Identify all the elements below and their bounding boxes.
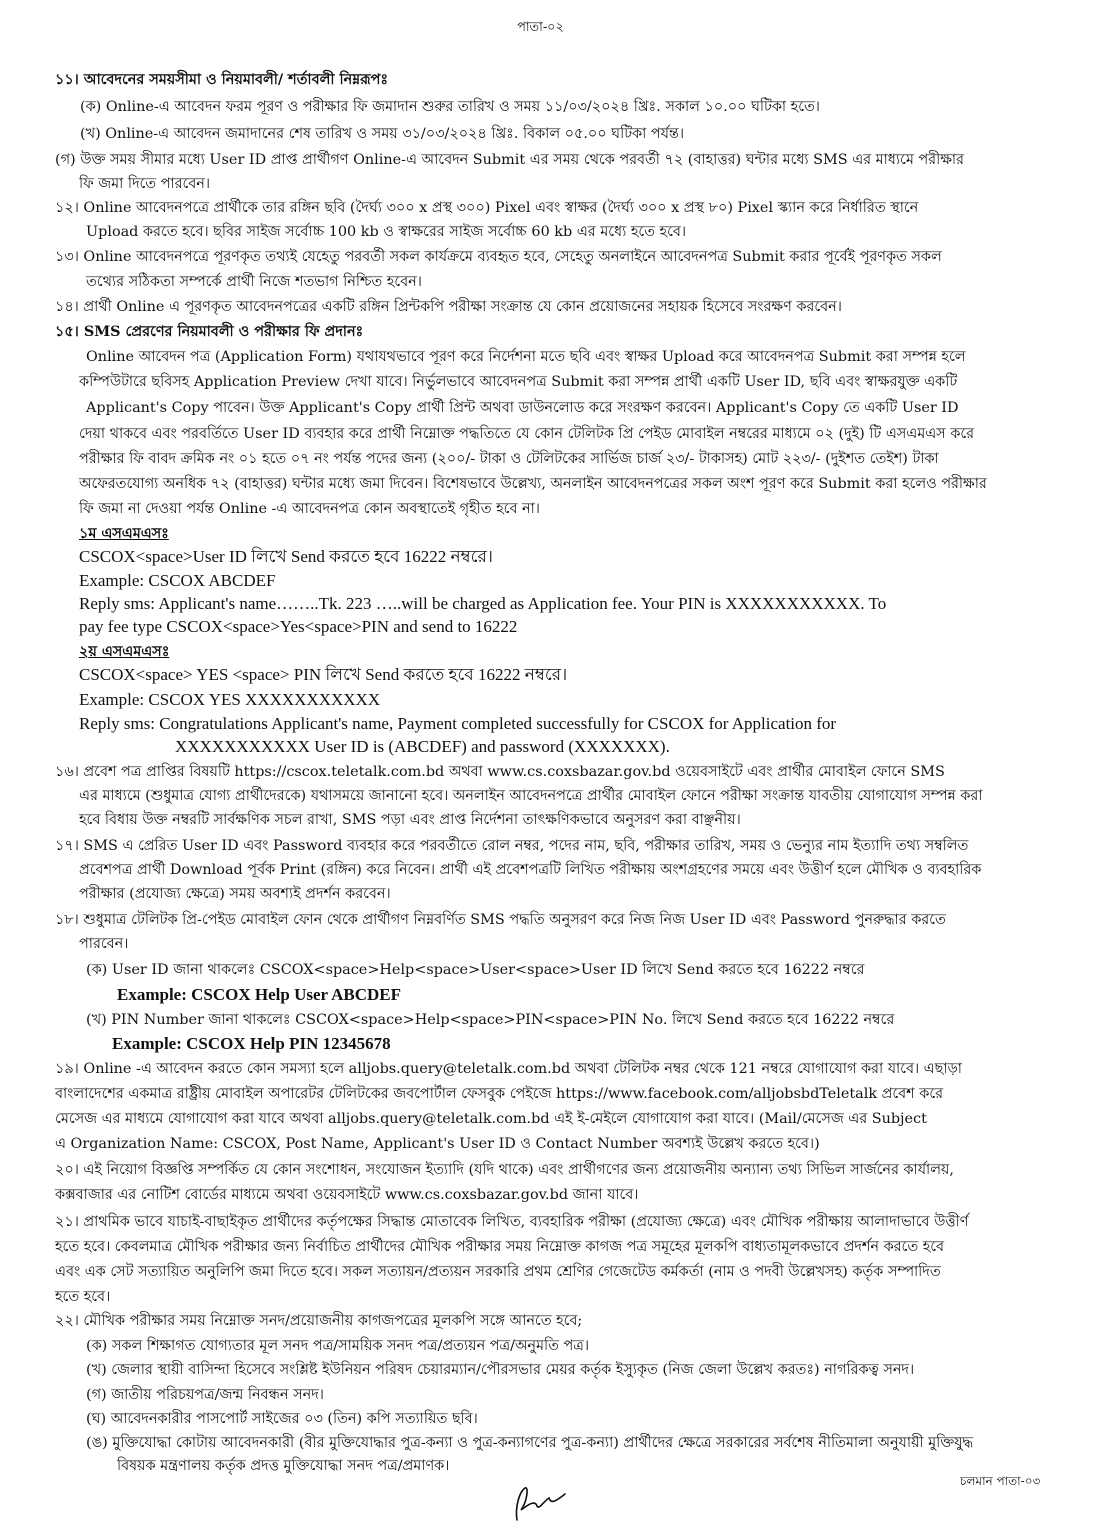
section-17: ১৭। SMS এ প্রেরিত User ID এবং Password ব্যবহার করে পরবর্তীতে রোল নম্বর, পদের নাম, ছবি, পরীক্ষার তারিখ, সময় ও ভেন্যুর নাম ইত্যাদি তথ্য সম্বলিত: [55, 838, 969, 854]
section-20-cont: কক্সবাজার এর নোটিশ বোর্ডের মাধ্যমে অথবা ওয়েবসাইটে www.cs.coxsbazar.gov.bd জানা যাবে।: [55, 1187, 639, 1203]
section-13-cont: তথ্যের সঠিকতা সম্পর্কে প্রার্থী নিজে শতভাগ নিশ্চিত হবেন।: [86, 274, 422, 290]
section-11-item-kha: (খ) Online-এ আবেদন জমাদানের শেষ তারিখ ও সময় ৩১/০৩/২০২৪ খ্রিঃ. বিকাল ০৫.০০ ঘটিকা পর্যন্ত।: [80, 126, 684, 142]
section-11-item-ga-cont: ফি জমা দিতে পারবেন।: [79, 176, 211, 192]
second-sms-format: CSCOX<space> YES <space> PIN লিখে Send করতে হবে 16222 নম্বরে।: [79, 665, 568, 684]
section-11-heading: ১১। আবেদনের সময়সীমা ও নিয়মাবলী/ শর্তাবলী নিম্নরূপঃ: [55, 71, 389, 88]
section-15-heading: ১৫। SMS প্রেরণের নিয়মাবলী ও পরীক্ষার ফি প্রদানঃ: [55, 323, 364, 340]
section-22-item-umo-cont: বিষয়ক মন্ত্রণালয় কর্তৃক প্রদত্ত মুক্তিযোদ্ধা সনদ পত্র/প্রমাণক।: [117, 1458, 450, 1474]
section-21-cont: হতে হবে। কেবলমাত্র মৌখিক পরীক্ষার জন্য নির্বাচিত প্রার্থীদের মৌখিক পরীক্ষার সময় নিম্নোক্ত কাগজ পত্র সমূহের মূলকপি বাধ্যতামূলকভাবে প্রদর্শন করতে হবে: [55, 1239, 945, 1255]
section-11-item-ga: (গ) উক্ত সময় সীমার মধ্যে User ID প্রাপ্ত প্রার্থীগণ Online-এ আবেদন Submit এর সময় থেকে পরবর্তী ৭২ (বাহাত্তর) ঘন্টার মধ্যে SMS এর মাধ্যমে পরীক্ষার: [55, 152, 964, 168]
section-19-cont: মেসেজ এর মাধ্যমে যোগাযোগ করা যাবে অথবা alljobs.query@teletalk.com.bd এই ই-মেইলে যোগাযোগ করা যাবে। (Mail/মেসেজ এর Subject: [55, 1111, 927, 1127]
section-18-example-ka: Example: CSCOX Help User ABCDEF: [117, 985, 401, 1004]
section-18-example-kha: Example: CSCOX Help PIN 12345678: [112, 1034, 391, 1053]
section-12-cont: Upload করতে হবে। ছবির সাইজ সর্বোচ্চ 100 kb ও স্বাক্ষরের সাইজ সর্বোচ্চ 60 kb এর মধ্যে হতে হবে।: [86, 224, 687, 240]
first-sms-reply: Reply sms: Applicant's name……..Tk. 223 …..will be charged as Application fee. Your PIN is XXXXXXXXXXX. To: [79, 594, 887, 613]
continued-page-footer: চলমান পাতা-০৩: [960, 1474, 1041, 1488]
section-13: ১৩। Online আবেদনপত্রে পূরণকৃত তথ্যই যেহেতু পরবর্তী সকল কার্যক্রমে ব্যবহৃত হবে, সেহেতু অনলাইনে আবেদনপত্র Submit করার পূর্বেই পূরণকৃত সকল: [55, 249, 942, 265]
section-15-para-line: অফেরতযোগ্য অনধিক ৭২ (বাহাত্তর) ঘন্টার মধ্যে জমা দিবেন। বিশেষভাবে উল্লেখ্য, অনলাইন আবেদনপত্রের সকল অংশ পূরণ করে Submit করা হলেও পরীক্ষার: [79, 476, 987, 492]
page-number-header: পাতা-০২: [517, 20, 564, 35]
section-19: ১৯। Online -এ আবেদন করতে কোন সমস্যা হলে alljobs.query@teletalk.com.bd অথবা টেলিটক নম্বর থেকে 121 নম্বরে যোগাযোগ করা যাবে। এছাড়া: [55, 1061, 962, 1077]
section-15-para-line: দেয়া থাকবে এবং পরবর্তিতে User ID ব্যবহার করে প্রার্থী নিম্নোক্ত পদ্ধতিতে যে কোন টেলিটক প্রি পেইড মোবাইল নম্বরের মাধ্যমে ০২ (দুই) টি এসএমএস করে: [79, 426, 975, 442]
section-22-item-gha: (ঘ) আবেদনকারীর পাসপোর্ট সাইজের ০৩ (তিন) কপি সত্যায়িত ছবি।: [86, 1411, 478, 1427]
section-22: ২২। মৌখিক পরীক্ষার সময় নিম্নোক্ত সনদ/প্রয়োজনীয় কাগজপত্রের মূলকপি সঙ্গে আনতে হবে;: [55, 1313, 583, 1329]
second-sms-reply: Reply sms: Congratulations Applicant's name, Payment completed successfully for CSCOX for Application for: [79, 714, 837, 733]
section-15-para-line: ফি জমা না দেওয়া পর্যন্ত Online -এ আবেদনপত্র কোন অবস্থাতেই গৃহীত হবে না।: [79, 501, 540, 517]
first-sms-reply-cont: pay fee type CSCOX<space>Yes<space>PIN and send to 16222: [79, 617, 518, 636]
section-18-item-kha: (খ) PIN Number জানা থাকলেঃ CSCOX<space>Help<space>PIN<space>PIN No. লিখে Send করতে হবে 16222 নম্বরে: [86, 1012, 895, 1028]
section-17-cont: পরীক্ষার (প্রযোজ্য ক্ষেত্রে) সময় অবশ্যই প্রদর্শন করবেন।: [79, 886, 391, 902]
section-15-para-line: কম্পিউটারে ছবিসহ Application Preview দেখা যাবে। নির্ভুলভাবে আবেদনপত্র Submit করা সম্পন্ন প্রার্থী একটি User ID, ছবি এবং স্বাক্ষরযুক্ত একটি: [79, 374, 958, 390]
section-16: ১৬। প্রবেশ পত্র প্রাপ্তির বিষয়টি https://cscox.teletalk.com.bd অথবা www.cs.coxsbazar.gov.bd ওয়েবসাইটে এবং প্রার্থীর মোবাইল ফোনে SMS: [55, 764, 945, 780]
section-18-cont: পারবেন।: [79, 936, 129, 952]
section-22-item-ka: (ক) সকল শিক্ষাগত যোগ্যতার মূল সনদ পত্র/সাময়িক সনদ পত্র/প্রত্যয়ন পত্র/অনুমতি পত্র।: [86, 1338, 589, 1354]
section-15-para-line: Applicant's Copy পাবেন। উক্ত Applicant's Copy প্রার্থী প্রিন্ট অথবা ডাউনলোড করে সংরক্ষণ করবেন। Applicant's Copy তে একটি User ID: [86, 400, 959, 416]
section-18-item-ka: (ক) User ID জানা থাকলেঃ CSCOX<space>Help<space>User<space>User ID লিখে Send করতে হবে 16222 নম্বরে: [86, 962, 865, 978]
section-15-para-line: Online আবেদন পত্র (Application Form) যথাযথভাবে পূরণ করে নির্দেশনা মতে ছবি এবং স্বাক্ষর Upload করে আবেদনপত্র Submit করা সম্পন্ন হলে: [86, 349, 966, 365]
section-16-cont: এর মাধ্যমে (শুধুমাত্র যোগ্য প্রার্থীদেরকে) যথাসময়ে জানানো হবে। অনলাইন আবেদনপত্রে প্রার্থীর মোবাইল ফোনে পরীক্ষা সংক্রান্ত যাবতীয় যোগাযোগ সম্পন্ন করা: [79, 788, 983, 804]
section-17-cont: প্রবেশপত্র প্রার্থী Download পূর্বক Print (রঙ্গিন) করে নিবেন। প্রার্থী এই প্রবেশপত্রটি লিখিত পরীক্ষায় অংশগ্রহণের সময়ে এবং উত্তীর্ণ হলে মৌখিক ও ব্যবহারিক: [79, 862, 982, 878]
section-21-cont: হতে হবে।: [55, 1289, 111, 1305]
section-14: ১৪। প্রার্থী Online এ পূরণকৃত আবেদনপত্রের একটি রঙ্গিন প্রিন্টকপি পরীক্ষা সংক্রান্ত যে কোন প্রয়োজনের সহায়ক হিসেবে সংরক্ষণ করবেন।: [55, 299, 842, 315]
section-22-item-ga: (গ) জাতীয় পরিচয়পত্র/জন্ম নিবন্ধন সনদ।: [86, 1387, 324, 1403]
section-11-item-ka: (ক) Online-এ আবেদন ফরম পূরণ ও পরীক্ষার ফি জমাদান শুরুর তারিখ ও সময় ১১/০৩/২০২৪ খ্রিঃ. সকাল ১০.০০ ঘটিকা হতে।: [80, 99, 820, 115]
section-19-cont: বাংলাদেশের একমাত্র রাষ্ট্রীয় মোবাইল অপারেটর টেলিটকের জবপোর্টাল ফেসবুক পেইজে https://www.facebook.com/alljobsbdTeletalk প্রবেশ করে: [55, 1086, 944, 1102]
section-20: ২০। এই নিয়োগ বিজ্ঞপ্তি সম্পর্কিত যে কোন সংশোধন, সংযোজন ইত্যাদি (যদি থাকে) এবং প্রার্থীগণের জন্য প্রয়োজনীয় অন্যান্য তথ্য সিভিল সার্জনের কার্যালয়,: [55, 1162, 954, 1178]
section-18: ১৮। শুধুমাত্র টেলিটক প্রি-পেইড মোবাইল ফোন থেকে প্রার্থীগণ নিম্নবর্ণিত SMS পদ্ধতি অনুসরণ করে নিজ নিজ User ID এবং Password পুনরুদ্ধার করতে: [55, 912, 946, 928]
section-16-cont: হবে বিধায় উক্ত নম্বরটি সার্বক্ষণিক সচল রাখা, SMS পড়া এবং প্রাপ্ত নির্দেশনা তাৎক্ষণিকভাবে অনুসরণ করা বাঞ্ছনীয়।: [79, 812, 741, 828]
section-22-item-kha: (খ) জেলার স্থায়ী বাসিন্দা হিসেবে সংশ্লিষ্ট ইউনিয়ন পরিষদ চেয়ারম্যান/পৌরসভার মেয়র কর্তৃক ইস্যুকৃত (নিজ জেলা উল্লেখ করতঃ) নাগরিকত্ব সনদ।: [86, 1362, 915, 1378]
signature-scribble: [505, 1480, 575, 1522]
second-sms-example: Example: CSCOX YES XXXXXXXXXXX: [79, 690, 381, 709]
section-19-cont: এ Organization Name: CSCOX, Post Name, Applicant's User ID ও Contact Number অবশ্যই উল্লেখ করতে হবে।): [55, 1136, 820, 1152]
section-21: ২১। প্রাথমিক ভাবে যাচাই-বাছাইকৃত প্রার্থীদের কর্তৃপক্ষের সিদ্ধান্ত মোতাবেক লিখিত, ব্যবহারিক পরীক্ষা (প্রযোজ্য ক্ষেত্রে) এবং মৌখিক পরীক্ষায় আলাদাভাবে উত্তীর্ণ: [55, 1214, 969, 1230]
section-15-para-line: পরীক্ষার ফি বাবদ ক্রমিক নং ০১ হতে ০৭ নং পর্যন্ত পদের জন্য (২০০/- টাকা ও টেলিটকের সার্ভিজ চার্জ ২৩/- টাকাসহ) মোট ২২৩/- (দুইশত তেইশ) টাকা: [79, 451, 939, 467]
first-sms-format: CSCOX<space>User ID লিখে Send করতে হবে 16222 নম্বরে।: [79, 547, 493, 566]
first-sms-heading: ১ম এসএমএসঃ: [79, 525, 169, 542]
section-12: ১২। Online আবেদনপত্রে প্রার্থীকে তার রঙ্গিন ছবি (দৈর্ঘ্য ৩০০ x প্রস্থ ৩০০) Pixel এবং স্বাক্ষর (দৈর্ঘ্য ৩০০ x প্রস্থ ৮০) Pixel স্ক্যান করে নির্ধারিত স্থানে: [55, 200, 919, 216]
section-22-item-umo: (ঙ) মুক্তিযোদ্ধা কোটায় আবেদনকারী (বীর মুক্তিযোদ্ধার পুত্র-কন্যা ও পুত্র-কন্যাগণের পুত্র-কন্যা) প্রার্থীদের ক্ষেত্রে সরকারের সর্বশেষ নীতিমালা অনুযায়ী মুক্তিযুদ্ধ: [86, 1435, 974, 1451]
section-21-cont: এবং এক সেট সত্যায়িত অনুলিপি জমা দিতে হবে। সকল সত্যায়ন/প্রত্যয়ন সরকারি প্রথম শ্রেণির গেজেটেড কর্মকর্তা (নাম ও পদবী উল্লেখসহ) কর্তৃক সম্পাদিত: [55, 1264, 941, 1280]
first-sms-example: Example: CSCOX ABCDEF: [79, 571, 276, 590]
second-sms-heading: ২য় এসএমএসঃ: [79, 643, 170, 660]
second-sms-reply-cont: XXXXXXXXXXX User ID is (ABCDEF) and password (XXXXXXX).: [175, 737, 670, 756]
